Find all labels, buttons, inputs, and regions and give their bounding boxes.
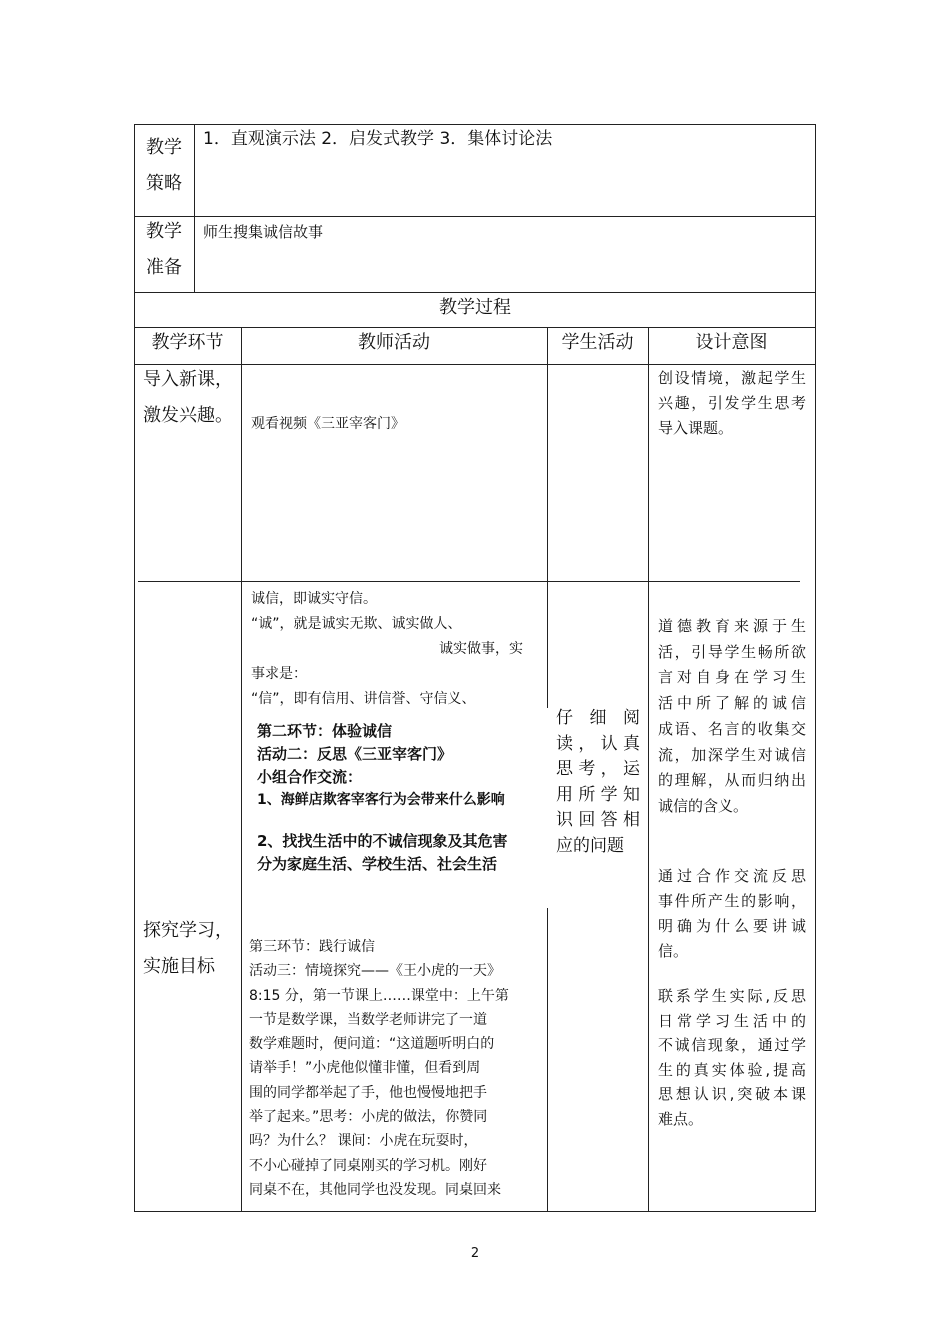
embedded-slide-image: 第二环节：体验诚信 活动二：反思《三亚宰客门》 小组合作交流： 1、海鲜店欺客宰客行为会带来什么影响 2、找找生活中的不诚信现象及其危害 分为家庭生活、学校生活、社会生活 <box>243 708 548 908</box>
col-header-stage: 教学环节 <box>151 332 224 353</box>
intent-intro: 创设情境，激起学生 兴趣，引发学生思考 导入课题。 <box>658 369 806 437</box>
student-activity: 仔 细 阅 读，认真 思考，运 用所学知 识回答相 应的问题 <box>556 708 640 856</box>
page-number: 2 <box>470 1246 480 1261</box>
row-divider <box>138 581 800 582</box>
intent-explore-a: 道德教育来源于生 活，引导学生畅所欲 言对自身在学习生 活中所了解的诚信 成语、名言的收集交 流，加深学生对诚信 的理解，从而归纳出 诚信的含义。 <box>658 617 806 815</box>
table-border-top <box>134 124 816 125</box>
preparation-label: 教学 准备 <box>146 221 182 278</box>
row-divider <box>134 327 816 328</box>
teacher-intro-text: 诚信，即诚实守信。 “诚”，就是诚实无欺、诚实做人、 诚实做事，实 事求是： “信”，即有信用、讲信誉、守信义、 <box>251 591 523 707</box>
preparation-content: 师生搜集诚信故事 <box>203 223 324 241</box>
col-divider-stage <box>241 327 242 1211</box>
row-divider <box>134 292 816 293</box>
stage-intro: 导入新课， 激发兴趣。 <box>143 369 233 426</box>
process-title: 教学过程 <box>439 297 511 318</box>
table-border-bottom <box>134 1211 816 1212</box>
table-border-left <box>134 124 135 1212</box>
label-divider <box>194 124 195 292</box>
intent-explore-b: 通过合作交流反思 事件所产生的影响， 明确为什么要讲诚 信。 <box>658 867 806 960</box>
teacher-main-text: 第三环节：践行诚信 活动三：情境探究——《王小虎的一天》 8:15 分，第一节课上……课堂中：上午第 一节是数学课，当数学老师讲完了一道 数学难题时，便问道：“这道题听明白的 请举手！”小虎他似懂非懂，但看到周 围的同学都举起了手，他也慢慢地把手 举了起来。”思考：小虎的做法，你赞同 吗？为什么？ 课间：小虎在玩耍时， 不小心碰掉了同桌刚买的学习机。刚好 同桌不在，其他同学也没发现。同桌回来 <box>249 939 509 1198</box>
col-header-teacher: 教师活动 <box>358 332 430 353</box>
teacher-activity-intro: 观看视频《三亚宰客门》 <box>251 416 405 432</box>
row-divider <box>134 216 816 217</box>
col-header-intent: 设计意图 <box>695 332 768 353</box>
strategy-label: 教学 策略 <box>146 137 182 194</box>
table-border-right <box>815 124 816 1212</box>
row-divider <box>134 364 816 365</box>
stage-explore: 探究学习， 实施目标 <box>143 920 233 977</box>
strategy-content: 1．直观演示法 2．启发式教学 3．集体讨论法 <box>203 129 553 149</box>
col-header-student: 学生活动 <box>561 332 634 353</box>
intent-explore-c: 联系学生实际,反思 日常学习生活中的 不诚信现象，通过学 生的真实体验,提高 思想认识,突破本课 难点。 <box>658 987 806 1128</box>
col-divider-student <box>648 327 649 1211</box>
